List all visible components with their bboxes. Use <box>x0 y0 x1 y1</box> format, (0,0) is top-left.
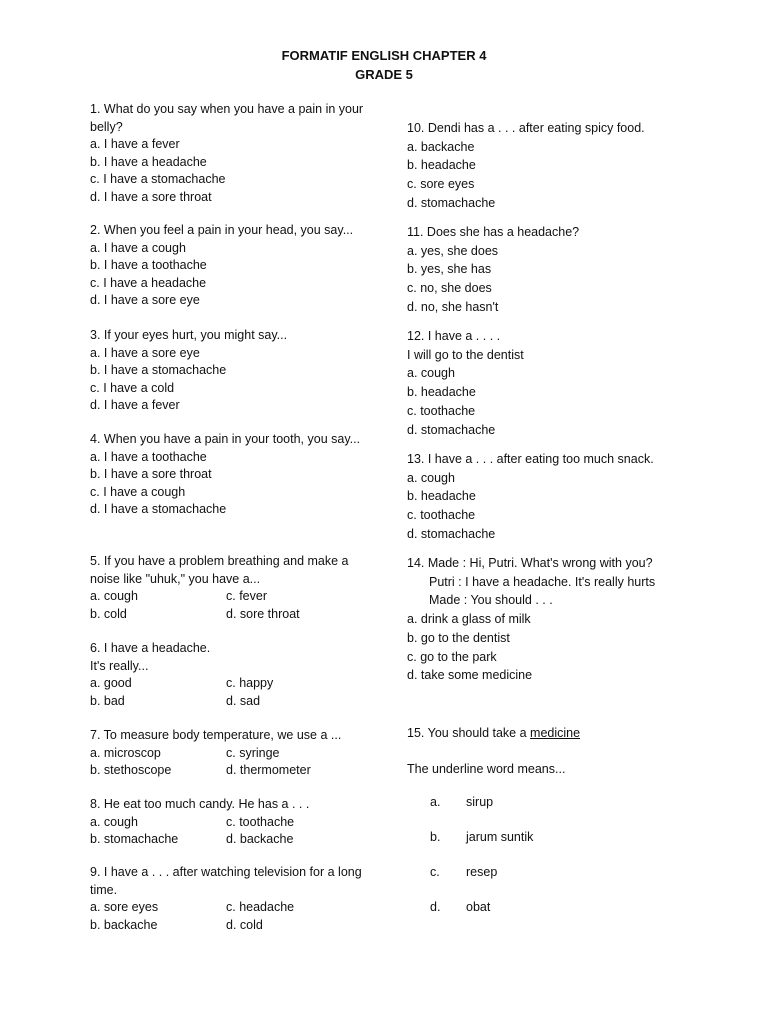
option-c: c. go to the park <box>407 649 497 664</box>
underlined-word: medicine <box>530 726 581 740</box>
option-a: a. good <box>90 676 132 691</box>
option-c: c. I have a cold <box>90 380 175 395</box>
option-a: a. cough <box>90 814 138 829</box>
question-11 <box>407 223 707 317</box>
question-stem: 10. Dendi has a . . . after eating spicy food. <box>407 121 645 135</box>
question-stem: 12. I have a . . . . <box>407 329 501 343</box>
question-9 <box>90 864 365 934</box>
question-15 <box>407 724 707 743</box>
option-c: c. happy <box>226 676 274 691</box>
question-stem: 2. When you feel a pain in your head, you say... <box>90 223 354 237</box>
question-6 <box>90 640 365 710</box>
option-b: b. I have a toothache <box>90 258 207 273</box>
option-d: d. thermometer <box>226 763 311 778</box>
option-c: c. headache <box>226 900 295 915</box>
q15-option-d <box>430 900 490 914</box>
option-d: d. I have a sore throat <box>90 189 212 204</box>
q15-option-b <box>430 830 533 844</box>
option-a: a. cough <box>407 366 455 381</box>
option-b: b. I have a sore throat <box>90 467 212 482</box>
option-a: a. yes, she does <box>407 243 499 258</box>
option-text: sirup <box>466 795 494 809</box>
option-letter: c. <box>430 865 440 879</box>
option-d: d. backache <box>226 832 294 847</box>
question-stem: 4. When you have a pain in your tooth, you say... <box>90 432 361 446</box>
dialogue-line-1: 14. Made : Hi, Putri. What's wrong with you? <box>407 556 653 570</box>
question-12 <box>407 327 707 439</box>
question-8 <box>90 796 365 849</box>
option-a: a. drink a glass of milk <box>407 612 531 627</box>
option-c: c. syringe <box>226 745 280 760</box>
question-stem-2: It's really... <box>90 658 149 673</box>
option-a: a. microscop <box>90 745 161 760</box>
option-b: b. stomachache <box>90 832 179 847</box>
option-c: c. no, she does <box>407 281 492 296</box>
option-c: c. I have a stomachache <box>90 172 226 187</box>
stem-prefix: 15. You should take a <box>407 726 531 740</box>
question-5 <box>90 553 365 623</box>
option-b: b. bad <box>90 693 125 708</box>
option-b: b. backache <box>90 917 158 932</box>
option-d: d. stomachache <box>407 195 496 210</box>
option-d: d. stomachache <box>407 526 496 541</box>
option-text: obat <box>466 900 491 914</box>
option-c: c. toothache <box>407 508 476 523</box>
dialogue-line-2: Putri : I have a headache. It's really hurts <box>429 574 656 589</box>
option-d: d. take some medicine <box>407 668 533 683</box>
option-b: b. go to the dentist <box>407 630 510 645</box>
option-b: b. headache <box>407 385 476 400</box>
option-b: b. I have a headache <box>90 154 207 169</box>
option-a: a. cough <box>90 589 138 604</box>
page-title <box>0 46 768 84</box>
option-d: d. stomachache <box>407 422 496 437</box>
option-d: d. sad <box>226 693 261 708</box>
option-c: c. toothache <box>407 403 476 418</box>
option-c: c. I have a headache <box>90 275 207 290</box>
question-7 <box>90 727 365 780</box>
option-b: b. headache <box>407 489 476 504</box>
option-letter: b. <box>430 830 441 844</box>
question-stem: 1. What do you say when you have a pain in your belly? <box>90 102 364 134</box>
option-b: b. headache <box>407 158 476 173</box>
question-15-prompt: The underline word means... <box>407 762 566 776</box>
option-d: d. I have a stomachache <box>90 502 227 517</box>
question-stem: 8. He eat too much candy. He has a . . . <box>90 797 310 811</box>
option-c: c. sore eyes <box>407 177 475 192</box>
question-13 <box>407 450 707 544</box>
question-stem: 13. I have a . . . after eating too much snack. <box>407 452 654 466</box>
question-2 <box>90 222 365 310</box>
option-letter: d. <box>430 900 441 914</box>
question-stem: 3. If your eyes hurt, you might say... <box>90 328 288 342</box>
option-a: a. I have a fever <box>90 137 180 152</box>
option-a: a. backache <box>407 139 475 154</box>
title-line-2: GRADE 5 <box>355 67 413 82</box>
option-a: a. sore eyes <box>90 900 159 915</box>
dialogue-line-3: Made : You should . . . <box>429 593 553 608</box>
option-letter: a. <box>430 795 441 809</box>
question-stem-2: I will go to the dentist <box>407 347 524 362</box>
question-stem <box>407 724 707 743</box>
option-d: d. I have a sore eye <box>90 293 200 308</box>
option-c: c. fever <box>226 589 267 604</box>
q15-option-a <box>430 795 493 809</box>
option-d: d. no, she hasn't <box>407 299 499 314</box>
option-c: c. I have a cough <box>90 484 186 499</box>
title-line-1: FORMATIF ENGLISH CHAPTER 4 <box>281 48 487 63</box>
option-b: b. I have a stomachache <box>90 363 227 378</box>
option-d: d. sore throat <box>226 606 300 621</box>
option-d: d. cold <box>226 917 263 932</box>
option-b: b. stethoscope <box>90 763 172 778</box>
question-stem: 9. I have a . . . after watching television for a long time. <box>90 865 362 897</box>
option-b: b. cold <box>90 606 127 621</box>
option-a: a. I have a cough <box>90 240 186 255</box>
question-14 <box>407 554 707 685</box>
option-a: a. cough <box>407 470 455 485</box>
question-stem: 7. To measure body temperature, we use a ... <box>90 728 342 742</box>
option-c: c. toothache <box>226 814 295 829</box>
option-text: jarum suntik <box>466 830 534 844</box>
question-1 <box>90 101 365 207</box>
option-b: b. yes, she has <box>407 262 492 277</box>
option-a: a. I have a toothache <box>90 449 207 464</box>
question-stem: 11. Does she has a headache? <box>407 225 580 239</box>
question-3 <box>90 327 365 415</box>
question-4 <box>90 431 365 519</box>
option-text: resep <box>466 865 498 879</box>
question-10 <box>407 119 707 213</box>
question-stem: 5. If you have a problem breathing and make a noise like "uhuk," you have a... <box>90 554 349 586</box>
q15-option-c <box>430 865 497 879</box>
option-a: a. I have a sore eye <box>90 345 200 360</box>
question-stem: 6. I have a headache. <box>90 641 211 655</box>
option-d: d. I have a fever <box>90 398 180 413</box>
